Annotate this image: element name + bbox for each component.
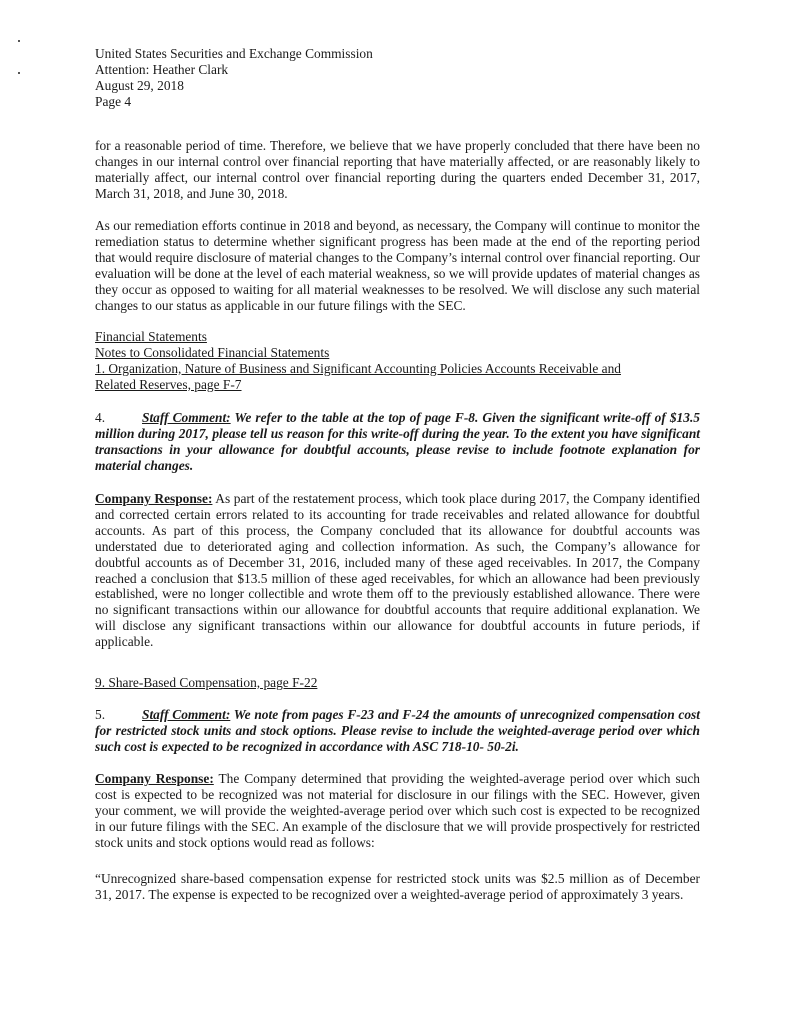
company-response-label: Company Response: bbox=[95, 771, 214, 786]
comment-number: 5. bbox=[95, 707, 106, 722]
heading-notes: Notes to Consolidated Financial Statements bbox=[95, 344, 330, 360]
company-response-label: Company Response: bbox=[95, 491, 213, 506]
paragraph-remediation: As our remediation efforts continue in 2018 and beyond, as necessary, the Company will continue to monitor the remediation status to determine whether significant progress has been made at the end of the reporting period that would require disclosure of material changes to the Company’s internal control over financial reporting. Our evaluation will be done at the level of each material weakness, so we will provide updates of material changes as they occur as opposed to waiting for all material weaknesses to be resolved. We will disclose any such material changes to our status as applicable in our future filings with the SEC. bbox=[95, 218, 700, 313]
section-heading-group bbox=[95, 329, 700, 393]
staff-comment-5 bbox=[95, 707, 700, 755]
header-page-number: Page 4 bbox=[95, 93, 132, 109]
header-date: August 29, 2018 bbox=[95, 77, 184, 93]
company-response-text: As part of the restatement process, which took place during 2017, the Company identified and corrected certain errors related to its accounting for trade receivables and related allowance for doubtful accounts. As part of this process, the Company concluded that its allowance for doubtful accounts was understated due to deteriorated aging and collection information. As such, the Company’s allowance for doubtful accounts as of December 31, 2016, included many of these aged receivables. In 2017, the Company reached a conclusion that $13.5 million of these aged receivables, for which an allowance had been previously established, were no longer collectible and wrote them off to the previously established allowance. There were no significant transactions within our allowance for doubtful accounts that require additional explanation. We will disclose any significant transactions within our allowance for doubtful accounts in future periods, if applicable. bbox=[95, 491, 700, 650]
scan-mark bbox=[18, 40, 20, 42]
heading-financial-statements: Financial Statements bbox=[95, 329, 207, 344]
company-response-4 bbox=[95, 491, 700, 650]
scan-mark bbox=[18, 72, 20, 74]
staff-comment-text: We note from pages F-23 and F-24 the amounts of unrecognized compensation cost for restricted stock units and stock options. Please revise to include the weighted-average period over which such cost is expected to be recognized in accordance with ASC 718-10- 50-2i. bbox=[95, 707, 700, 754]
heading-share-based-compensation: 9. Share-Based Compensation, page F-22 bbox=[95, 675, 318, 690]
heading-share-based-group bbox=[95, 675, 700, 691]
company-response-text: The Company determined that providing the weighted-average period over which such cost is expected to be recognized was not material for disclosure in our filings with the SEC. However, given your comment, we will provide the weighted-average period over which such cost is expected to be recognized in our future filings with the SEC. An example of the disclosure that we will provide prospectively for restricted stock units and stock options would read as follows: bbox=[95, 771, 700, 850]
header-recipient-org: United States Securities and Exchange Commission bbox=[95, 46, 373, 61]
staff-comment-4 bbox=[95, 410, 700, 474]
comment-number: 4. bbox=[95, 410, 106, 425]
heading-organization-line2: Related Reserves, page F-7 bbox=[95, 376, 242, 392]
staff-comment-text: We refer to the table at the top of page F-8. Given the significant write-off of $13.5 million during 2017, please tell us reason for this write-off during the year. To the extent you have significant transactions in your allowance for doubtful accounts, please revise to include footnote explanation for material changes. bbox=[95, 410, 700, 473]
company-response-5 bbox=[95, 771, 700, 851]
disclosure-quote: “Unrecognized share-based compensation expense for restricted stock units was $2.5 million as of December 31, 2017. The expense is expected to be recognized over a weighted-average period of approximately 3 years. bbox=[95, 871, 700, 902]
heading-organization-line1: 1. Organization, Nature of Business and Significant Accounting Policies Accounts Receivable and bbox=[95, 360, 621, 376]
letter-header bbox=[95, 46, 700, 110]
staff-comment-label: Staff Comment: bbox=[142, 410, 231, 425]
header-attention: Attention: Heather Clark bbox=[95, 61, 229, 77]
staff-comment-label: Staff Comment: bbox=[142, 707, 231, 722]
paragraph-internal-control: for a reasonable period of time. Therefore, we believe that we have properly concluded that there have been no changes in our internal control over financial reporting that have materially affected, or are reasonably likely to materially affect, our internal control over financial reporting during the quarters ended December 31, 2017, March 31, 2018, and June 30, 2018. bbox=[95, 138, 700, 201]
